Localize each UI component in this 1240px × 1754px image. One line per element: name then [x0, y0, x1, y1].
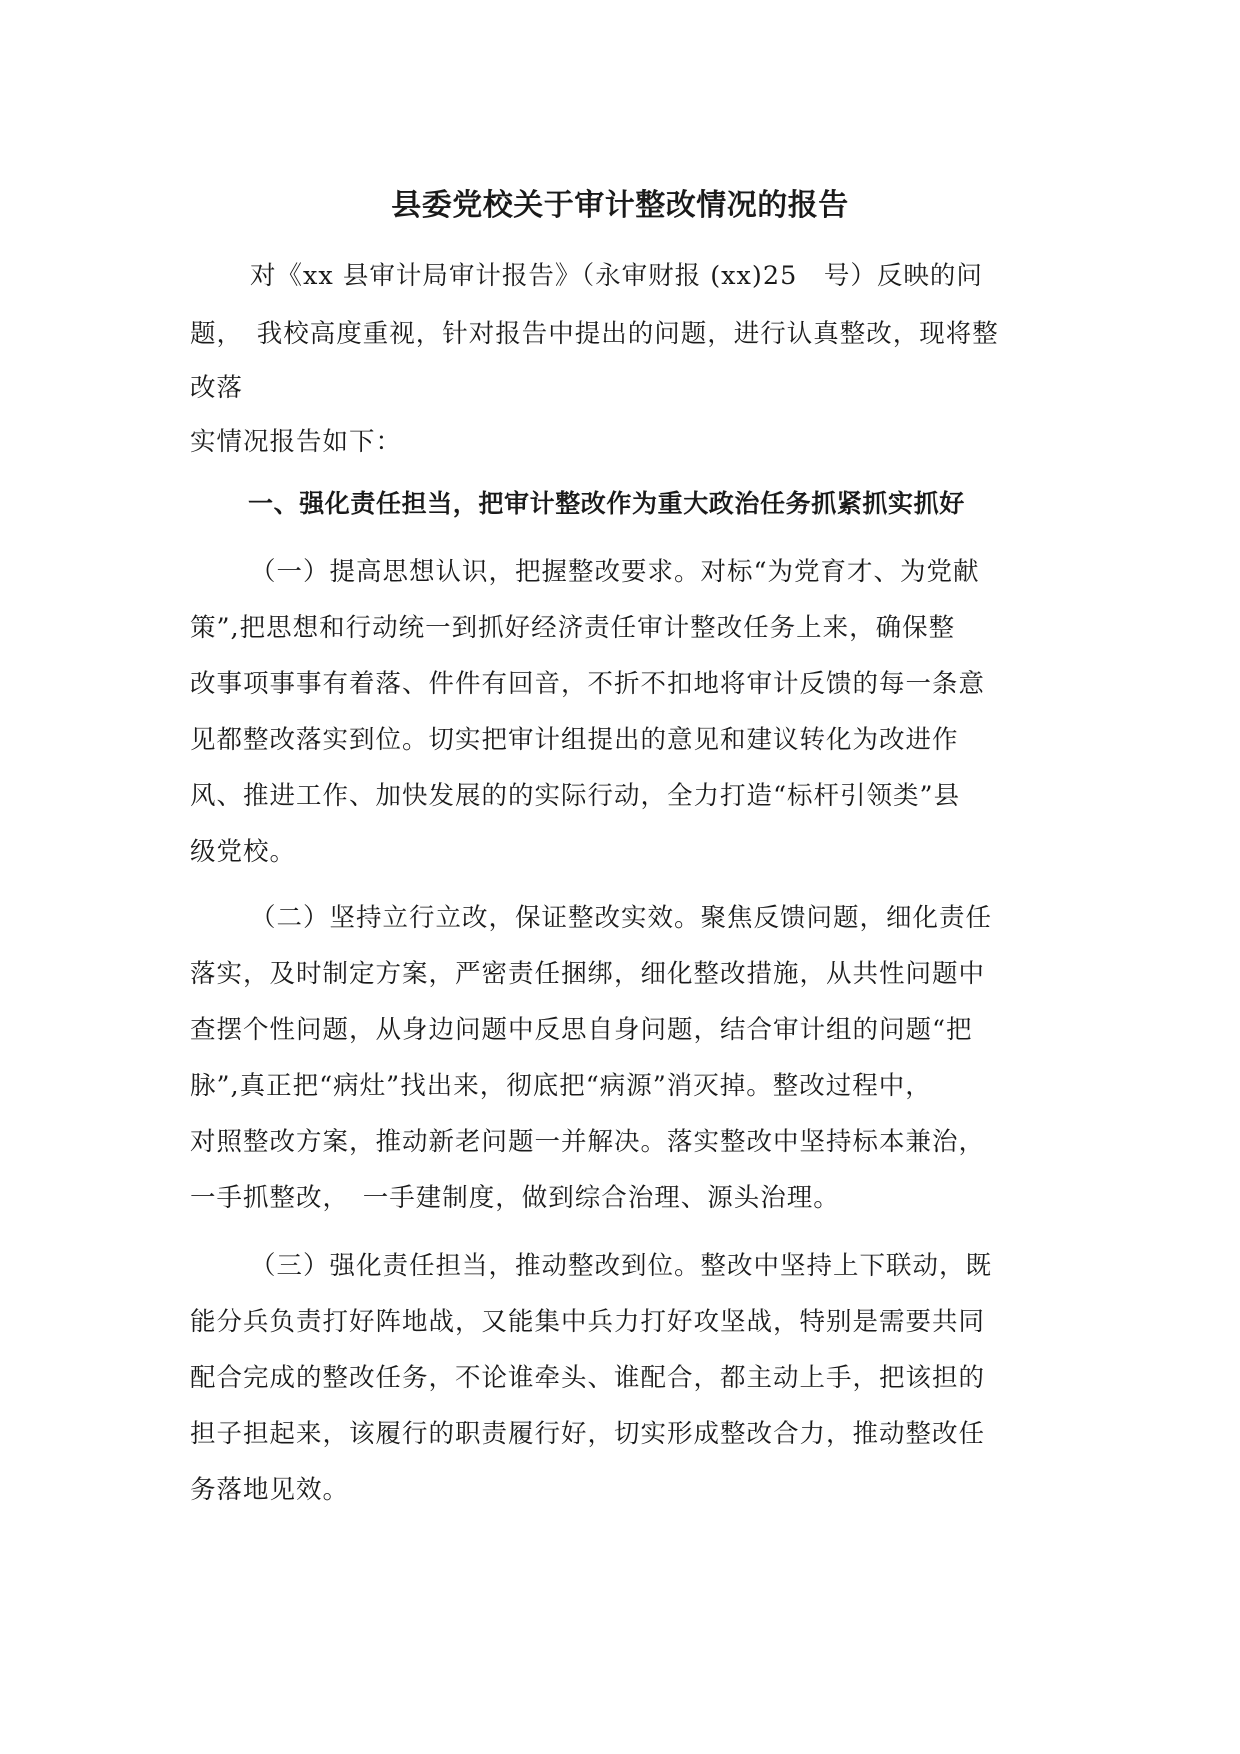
para-2-line-6: 一手抓整改， 一手建制度，做到综合治理、源头治理。 [190, 1183, 840, 1213]
para-1-line-5: 风、推进工作、加快发展的的实际行动，全力打造“标杆引领类”县 [190, 781, 961, 811]
intro-line-2: 题， 我校高度重视，针对报告中提出的问题，进行认真整改，现将整 [190, 319, 999, 349]
section-1-heading: 一、强化责任担当，把审计整改作为重大政治任务抓紧抓实抓好 [248, 489, 965, 518]
para-3-line-5: 务落地见效。 [190, 1475, 350, 1505]
para-2-line-5: 对照整改方案，推动新老问题一并解决。落实整改中坚持标本兼治， [190, 1127, 986, 1157]
para-1-line-2: 策”,把思想和行动统一到抓好经济责任审计整改任务上来，确保整 [190, 613, 956, 643]
para-1-line-4: 见都整改落实到位。切实把审计组提出的意见和建议转化为改进作 [190, 725, 959, 755]
para-1-line-1: （一）提高思想认识，把握整改要求。对标“为党育才、为党献 [250, 557, 980, 587]
para-3-line-4: 担子担起来，该履行的职责履行好，切实形成整改合力，推动整改任 [190, 1419, 986, 1449]
intro-line-4: 实情况报告如下： [190, 427, 403, 457]
document-title: 县委党校关于审计整改情况的报告 [391, 188, 849, 223]
para-3-line-2: 能分兵负责打好阵地战，又能集中兵力打好攻坚战，特别是需要共同 [190, 1307, 986, 1337]
para-2-line-3: 查摆个性问题，从身边问题中反思自身问题，结合审计组的问题“把 [190, 1015, 973, 1045]
intro-line-3: 改落 [190, 373, 244, 403]
para-1-line-3: 改事项事事有着落、件件有回音，不折不扣地将审计反馈的每一条意 [190, 669, 986, 699]
para-1-line-6: 级党校。 [190, 837, 297, 867]
para-3-line-3: 配合完成的整改任务，不论谁牵头、谁配合，都主动上手，把该担的 [190, 1363, 986, 1393]
para-2-line-2: 落实，及时制定方案，严密责任捆绑，细化整改措施，从共性问题中 [190, 959, 986, 989]
intro-line-1: 对《xx 县审计局审计报告》（永审财报 (xx)25 号）反映的问 [250, 261, 983, 291]
para-3-line-1: （三）强化责任担当，推动整改到位。整改中坚持上下联动，既 [250, 1251, 993, 1281]
para-2-line-1: （二）坚持立行立改，保证整改实效。聚焦反馈问题，细化责任 [250, 903, 993, 933]
para-2-line-4: 脉”,真正把“病灶”找出来，彻底把“病源”消灭掉。整改过程中， [190, 1071, 932, 1101]
